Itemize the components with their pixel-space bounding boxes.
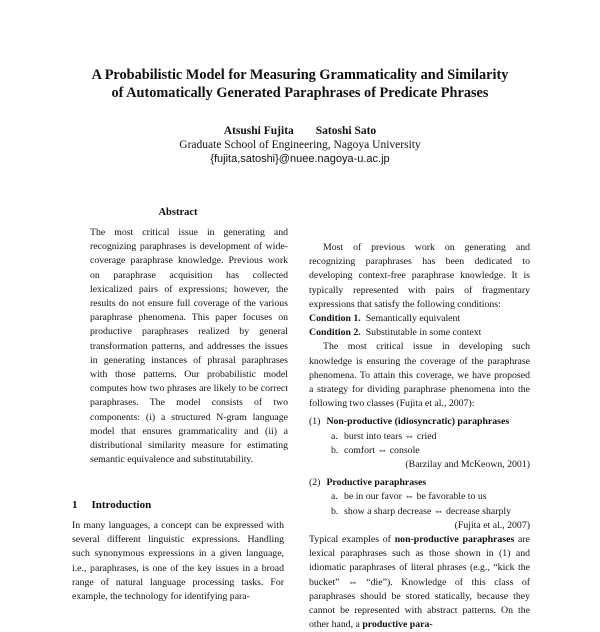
section-title: Introduction bbox=[91, 499, 152, 511]
right-paragraph-3 bbox=[309, 533, 530, 632]
example-1-title: Non-productive (idiosyncratic) paraphrases bbox=[326, 416, 510, 428]
example-2b bbox=[309, 505, 530, 519]
p3-part-c: are lexical paraphrases such as those shown in (1) and idiomatic paraphrases of literal phrases (e.g., “kick the bucket” ⇔ “die”). Knowledge of this class of paraphrases should be stored statically, because they cannot be represented with abstract patterns. On the other hand, a bbox=[309, 534, 530, 631]
right-paragraph-1: Most of previous work on generating and recognizing paraphrases has been dedicated to developing context-free paraphrase knowledge. It is typically represented with pairs of fragmentary expressions that satisfy the following conditions: bbox=[309, 242, 530, 310]
author-names bbox=[60, 124, 540, 138]
example-1a-text: burst into tears ⇔ cried bbox=[344, 430, 437, 442]
abstract-text: The most critical issue in generating and recognizing paraphrases is development of wide-coverage paraphrase knowledge. Previous work on paraphrase acquisition has collected lexicalized pairs of expressions; however, the results do not ensure full coverage of the various paraphrase phenomena. This paper focuses on productive paraphrases realized by general transformation patterns, and addresses the issues in generating instances of phrasal paraphrases with those patterns. Our probabilistic model computes how two phrases are likely to be correct paraphrases. The model consists of two components: (i) a structured N-gram language model that ensures grammaticality and (ii) a distributional similarity measure for estimating semantic equivalence and substitutability. bbox=[90, 227, 288, 466]
example-2b-text: show a sharp decrease ⇔ decrease sharply bbox=[344, 505, 512, 517]
paper-title bbox=[60, 66, 540, 102]
right-paragraph-2: The most critical issue in developing such knowledge is ensuring the coverage of the paraphrase phenomena. To attain this coverage, we have proposed a strategy for dividing paraphrase phenomena into the following two classes (Fujita et al., 2007): bbox=[309, 341, 530, 410]
right-column bbox=[309, 241, 530, 632]
author-1: Atsushi Fujita bbox=[223, 125, 294, 137]
example-2-title: Productive paraphrases bbox=[326, 477, 427, 489]
title-line-2: of Automatically Generated Paraphrases of Predicate Phrases bbox=[111, 85, 489, 101]
example-1b-text: comfort ⇔ console bbox=[344, 444, 420, 456]
p3-bold-b: productive para- bbox=[362, 619, 433, 631]
item-label: b. bbox=[331, 505, 339, 517]
abstract-body bbox=[90, 226, 288, 467]
example-2-heading bbox=[309, 476, 530, 490]
p3-part-a: Typical examples of bbox=[309, 534, 395, 546]
condition-2-label: Condition 2. bbox=[309, 327, 361, 339]
author-block bbox=[60, 124, 540, 166]
example-2a-text: be in our favor ⇔ be favorable to us bbox=[344, 491, 487, 503]
email: {fujita,satoshi}@nuee.nagoya-u.ac.jp bbox=[210, 153, 390, 165]
section-heading-introduction bbox=[72, 499, 151, 511]
author-2: Satoshi Sato bbox=[315, 125, 377, 137]
example-1a bbox=[309, 430, 530, 444]
p3-bold-a: non-productive paraphrases bbox=[394, 534, 515, 546]
condition-1-label: Condition 1. bbox=[309, 313, 361, 325]
item-label: a. bbox=[331, 430, 338, 442]
item-label: b. bbox=[331, 444, 339, 456]
example-1b bbox=[309, 444, 530, 458]
example-2-citation: (Fujita et al., 2007) bbox=[454, 519, 530, 531]
section-number: 1 bbox=[72, 499, 78, 511]
introduction-body bbox=[72, 519, 284, 604]
affiliation: Graduate School of Engineering, Nagoya University bbox=[179, 139, 421, 151]
example-1-heading bbox=[309, 415, 530, 429]
condition-1-text: Semantically equivalent bbox=[365, 313, 461, 325]
condition-2-text: Substitutable in some context bbox=[365, 327, 482, 339]
example-2-number: (2) bbox=[309, 477, 321, 489]
title-line-1: A Probabilistic Model for Measuring Grammaticality and Similarity bbox=[91, 67, 509, 83]
condition-1 bbox=[309, 312, 530, 326]
item-label: a. bbox=[331, 491, 338, 503]
example-2a bbox=[309, 490, 530, 504]
example-1-citation: (Barzilay and McKeown, 2001) bbox=[405, 459, 530, 471]
example-1-number: (1) bbox=[309, 416, 321, 428]
abstract-heading: Abstract bbox=[158, 207, 198, 218]
condition-2 bbox=[309, 326, 530, 340]
intro-paragraph: In many languages, a concept can be expressed with several different linguistic expressions. Handling such synonymous expressions in a given language, i.e., paraphrases, is one of the key issues in a broad range of natural language processing tasks. For example, the technology for identifying para- bbox=[72, 520, 284, 603]
